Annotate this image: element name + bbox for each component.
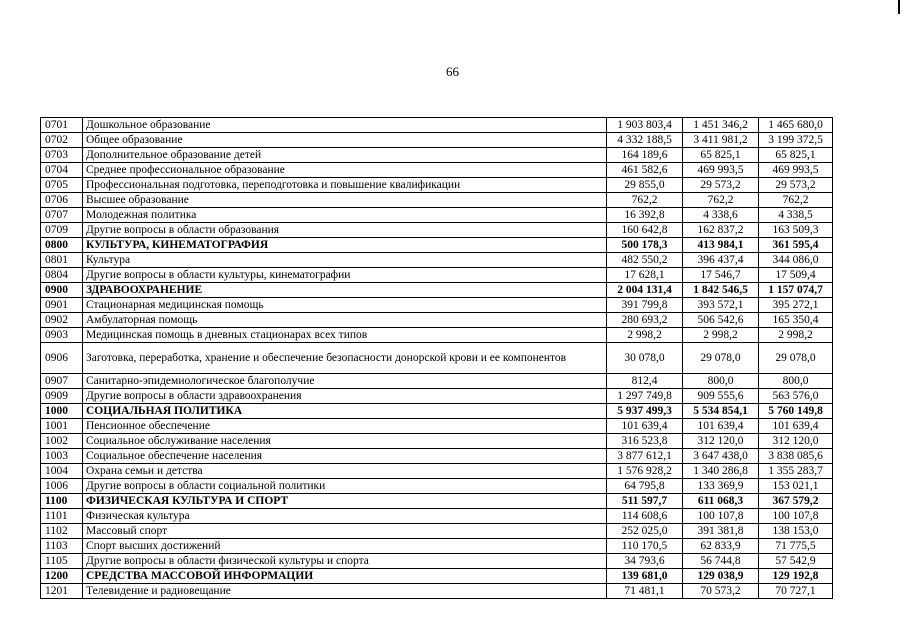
value-cell-2: 65 825,1 [683, 148, 759, 163]
value-cell-3: 1 465 680,0 [759, 118, 833, 133]
name-cell: Стационарная медицинская помощь [83, 298, 607, 313]
name-cell: Физическая культура [83, 509, 607, 524]
value-cell-2: 312 120,0 [683, 434, 759, 449]
code-cell: 0702 [41, 133, 83, 148]
section-row [41, 283, 833, 298]
table-row [41, 509, 833, 524]
value-cell-3: 1 157 074,7 [759, 283, 833, 298]
code-cell: 0706 [41, 193, 83, 208]
value-cell-1: 114 608,6 [607, 509, 683, 524]
value-cell-3: 165 350,4 [759, 313, 833, 328]
value-cell-2: 70 573,2 [683, 584, 759, 599]
value-cell-1: 812,4 [607, 374, 683, 389]
value-cell-1: 2 998,2 [607, 328, 683, 343]
table-row [41, 178, 833, 193]
name-cell: Амбулаторная помощь [83, 313, 607, 328]
value-cell-1: 391 799,8 [607, 298, 683, 313]
section-row [41, 494, 833, 509]
code-cell: 0901 [41, 298, 83, 313]
value-cell-3: 29 573,2 [759, 178, 833, 193]
value-cell-1: 30 078,0 [607, 343, 683, 374]
value-cell-2: 5 534 854,1 [683, 404, 759, 419]
table-row [41, 133, 833, 148]
value-cell-1: 164 189,6 [607, 148, 683, 163]
value-cell-3: 3 199 372,5 [759, 133, 833, 148]
value-cell-2: 56 744,8 [683, 554, 759, 569]
table-row [41, 163, 833, 178]
value-cell-3: 5 760 149,8 [759, 404, 833, 419]
value-cell-1: 316 523,8 [607, 434, 683, 449]
code-cell: 0707 [41, 208, 83, 223]
value-cell-1: 3 877 612,1 [607, 449, 683, 464]
value-cell-1: 71 481,1 [607, 584, 683, 599]
value-cell-1: 64 795,8 [607, 479, 683, 494]
value-cell-1: 280 693,2 [607, 313, 683, 328]
code-cell: 0903 [41, 328, 83, 343]
value-cell-2: 29 078,0 [683, 343, 759, 374]
name-cell: ФИЗИЧЕСКАЯ КУЛЬТУРА И СПОРТ [83, 494, 607, 509]
code-cell: 0804 [41, 268, 83, 283]
value-cell-3: 762,2 [759, 193, 833, 208]
code-cell: 1003 [41, 449, 83, 464]
table-row [41, 374, 833, 389]
value-cell-3: 163 509,3 [759, 223, 833, 238]
value-cell-2: 3 647 438,0 [683, 449, 759, 464]
name-cell: Социальное обеспечение населения [83, 449, 607, 464]
value-cell-2: 469 993,5 [683, 163, 759, 178]
value-cell-3: 563 576,0 [759, 389, 833, 404]
value-cell-3: 3 838 085,6 [759, 449, 833, 464]
value-cell-3: 70 727,1 [759, 584, 833, 599]
value-cell-2: 1 842 546,5 [683, 283, 759, 298]
section-row [41, 238, 833, 253]
value-cell-1: 1 903 803,4 [607, 118, 683, 133]
table-row [41, 253, 833, 268]
table-row [41, 343, 833, 374]
name-cell: Массовый спорт [83, 524, 607, 539]
code-cell: 1006 [41, 479, 83, 494]
value-cell-3: 4 338,5 [759, 208, 833, 223]
code-cell: 1004 [41, 464, 83, 479]
value-cell-1: 1 297 749,8 [607, 389, 683, 404]
code-cell: 1105 [41, 554, 83, 569]
table-row [41, 434, 833, 449]
value-cell-3: 138 153,0 [759, 524, 833, 539]
value-cell-3: 344 086,0 [759, 253, 833, 268]
value-cell-3: 469 993,5 [759, 163, 833, 178]
value-cell-1: 482 550,2 [607, 253, 683, 268]
value-cell-1: 160 642,8 [607, 223, 683, 238]
value-cell-1: 252 025,0 [607, 524, 683, 539]
code-cell: 0705 [41, 178, 83, 193]
value-cell-1: 762,2 [607, 193, 683, 208]
value-cell-3: 312 120,0 [759, 434, 833, 449]
table-row [41, 539, 833, 554]
value-cell-1: 34 793,6 [607, 554, 683, 569]
code-cell: 1101 [41, 509, 83, 524]
code-cell: 0909 [41, 389, 83, 404]
section-row [41, 569, 833, 584]
value-cell-3: 800,0 [759, 374, 833, 389]
page-number: 66 [446, 64, 459, 79]
section-row [41, 404, 833, 419]
table-row [41, 298, 833, 313]
value-cell-2: 3 411 981,2 [683, 133, 759, 148]
value-cell-2: 29 573,2 [683, 178, 759, 193]
value-cell-1: 4 332 188,5 [607, 133, 683, 148]
value-cell-1: 1 576 928,2 [607, 464, 683, 479]
name-cell: ЗДРАВООХРАНЕНИЕ [83, 283, 607, 298]
value-cell-3: 101 639,4 [759, 419, 833, 434]
name-cell: Общее образование [83, 133, 607, 148]
value-cell-1: 101 639,4 [607, 419, 683, 434]
value-cell-1: 511 597,7 [607, 494, 683, 509]
name-cell: Спорт высших достижений [83, 539, 607, 554]
name-cell: Заготовка, переработка, хранение и обеспечение безопасности донорской крови и ее компонентов [83, 343, 607, 374]
value-cell-2: 17 546,7 [683, 268, 759, 283]
value-cell-1: 17 628,1 [607, 268, 683, 283]
code-cell: 1102 [41, 524, 83, 539]
value-cell-2: 762,2 [683, 193, 759, 208]
table-row [41, 524, 833, 539]
value-cell-3: 153 021,1 [759, 479, 833, 494]
value-cell-2: 396 437,4 [683, 253, 759, 268]
code-cell: 0800 [41, 238, 83, 253]
value-cell-3: 100 107,8 [759, 509, 833, 524]
name-cell: Другие вопросы в области физической культуры и спорта [83, 554, 607, 569]
code-cell: 1200 [41, 569, 83, 584]
table-row [41, 313, 833, 328]
code-cell: 1100 [41, 494, 83, 509]
value-cell-2: 1 451 346,2 [683, 118, 759, 133]
value-cell-2: 2 998,2 [683, 328, 759, 343]
value-cell-1: 2 004 131,4 [607, 283, 683, 298]
name-cell: Дошкольное образование [83, 118, 607, 133]
name-cell: Культура [83, 253, 607, 268]
code-cell: 1103 [41, 539, 83, 554]
value-cell-2: 800,0 [683, 374, 759, 389]
value-cell-1: 461 582,6 [607, 163, 683, 178]
name-cell: Пенсионное обеспечение [83, 419, 607, 434]
value-cell-2: 129 038,9 [683, 569, 759, 584]
name-cell: Среднее профессиональное образование [83, 163, 607, 178]
value-cell-2: 413 984,1 [683, 238, 759, 253]
name-cell: Высшее образование [83, 193, 607, 208]
value-cell-2: 133 369,9 [683, 479, 759, 494]
name-cell: Другие вопросы в области социальной политики [83, 479, 607, 494]
value-cell-3: 129 192,8 [759, 569, 833, 584]
name-cell: Дополнительное образование детей [83, 148, 607, 163]
value-cell-2: 506 542,6 [683, 313, 759, 328]
table-row [41, 118, 833, 133]
value-cell-1: 500 178,3 [607, 238, 683, 253]
value-cell-3: 2 998,2 [759, 328, 833, 343]
budget-table [40, 117, 833, 599]
code-cell: 0709 [41, 223, 83, 238]
value-cell-1: 110 170,5 [607, 539, 683, 554]
name-cell: Социальное обслуживание населения [83, 434, 607, 449]
value-cell-3: 361 595,4 [759, 238, 833, 253]
name-cell: СРЕДСТВА МАССОВОЙ ИНФОРМАЦИИ [83, 569, 607, 584]
name-cell: Другие вопросы в области здравоохранения [83, 389, 607, 404]
value-cell-3: 1 355 283,7 [759, 464, 833, 479]
name-cell: Медицинская помощь в дневных стационарах всех типов [83, 328, 607, 343]
value-cell-2: 62 833,9 [683, 539, 759, 554]
value-cell-2: 100 107,8 [683, 509, 759, 524]
table-row [41, 449, 833, 464]
value-cell-2: 162 837,2 [683, 223, 759, 238]
name-cell: Телевидение и радиовещание [83, 584, 607, 599]
value-cell-2: 1 340 286,8 [683, 464, 759, 479]
table-row [41, 389, 833, 404]
name-cell: Профессиональная подготовка, переподготовка и повышение квалификации [83, 178, 607, 193]
table-row [41, 328, 833, 343]
value-cell-2: 4 338,6 [683, 208, 759, 223]
code-cell: 0906 [41, 343, 83, 374]
table-row [41, 223, 833, 238]
value-cell-1: 5 937 499,3 [607, 404, 683, 419]
code-cell: 0907 [41, 374, 83, 389]
value-cell-3: 367 579,2 [759, 494, 833, 509]
code-cell: 0801 [41, 253, 83, 268]
page-edge-mark [898, 0, 900, 14]
name-cell: Другие вопросы в области образования [83, 223, 607, 238]
value-cell-2: 393 572,1 [683, 298, 759, 313]
value-cell-3: 71 775,5 [759, 539, 833, 554]
table-row [41, 208, 833, 223]
value-cell-3: 395 272,1 [759, 298, 833, 313]
value-cell-3: 65 825,1 [759, 148, 833, 163]
code-cell: 1201 [41, 584, 83, 599]
code-cell: 0900 [41, 283, 83, 298]
code-cell: 0902 [41, 313, 83, 328]
table-row [41, 554, 833, 569]
table-row [41, 268, 833, 283]
table-row [41, 464, 833, 479]
code-cell: 0704 [41, 163, 83, 178]
table-row [41, 193, 833, 208]
code-cell: 0701 [41, 118, 83, 133]
budget-table-body [41, 118, 833, 599]
value-cell-2: 101 639,4 [683, 419, 759, 434]
value-cell-1: 16 392,8 [607, 208, 683, 223]
name-cell: Санитарно-эпидемиологическое благополучие [83, 374, 607, 389]
table-row [41, 419, 833, 434]
code-cell: 1000 [41, 404, 83, 419]
name-cell: СОЦИАЛЬНАЯ ПОЛИТИКА [83, 404, 607, 419]
table-row [41, 584, 833, 599]
value-cell-1: 139 681,0 [607, 569, 683, 584]
name-cell: Другие вопросы в области культуры, кинематографии [83, 268, 607, 283]
code-cell: 1001 [41, 419, 83, 434]
name-cell: КУЛЬТУРА, КИНЕМАТОГРАФИЯ [83, 238, 607, 253]
code-cell: 1002 [41, 434, 83, 449]
name-cell: Охрана семьи и детства [83, 464, 607, 479]
value-cell-1: 29 855,0 [607, 178, 683, 193]
value-cell-2: 611 068,3 [683, 494, 759, 509]
code-cell: 0703 [41, 148, 83, 163]
value-cell-3: 17 509,4 [759, 268, 833, 283]
table-row [41, 148, 833, 163]
value-cell-3: 57 542,9 [759, 554, 833, 569]
value-cell-3: 29 078,0 [759, 343, 833, 374]
table-row [41, 479, 833, 494]
value-cell-2: 391 381,8 [683, 524, 759, 539]
value-cell-2: 909 555,6 [683, 389, 759, 404]
name-cell: Молодежная политика [83, 208, 607, 223]
